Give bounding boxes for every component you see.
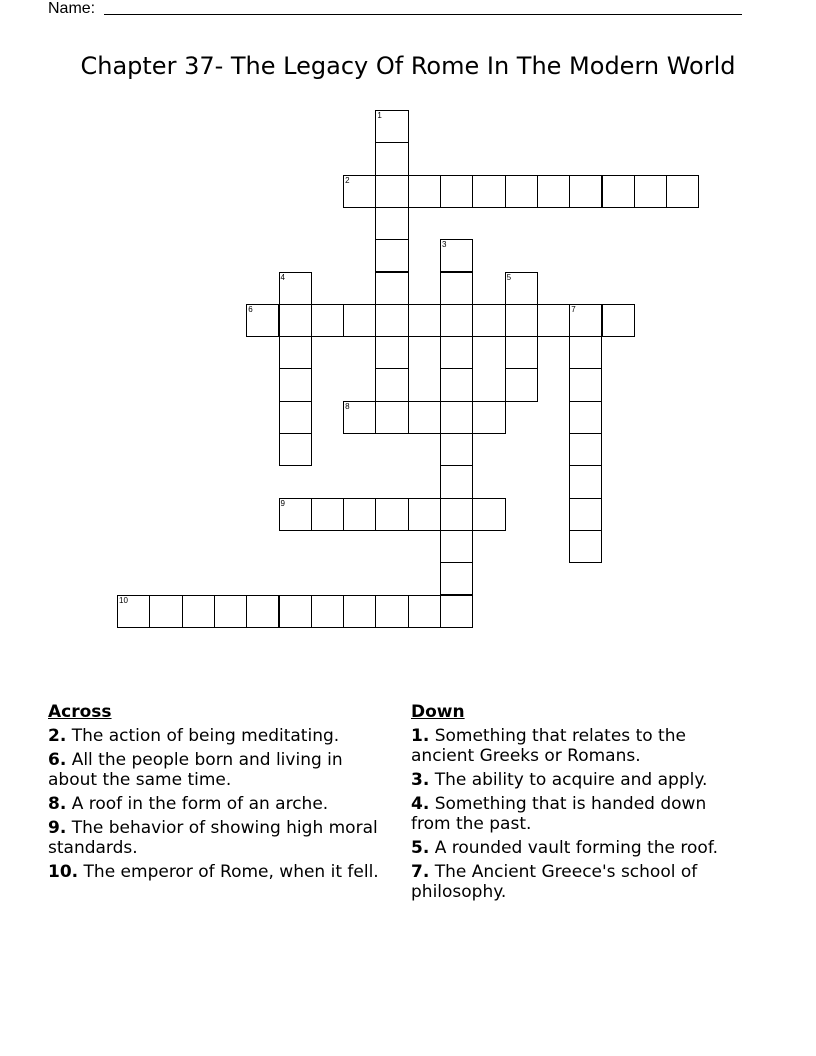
name-label: Name:: [48, 0, 96, 17]
grid-cell[interactable]: [375, 239, 408, 272]
clue-number: 10.: [48, 862, 79, 882]
grid-cell[interactable]: [569, 465, 602, 498]
grid-cell[interactable]: [279, 401, 312, 434]
clue-number: 9.: [48, 818, 67, 838]
grid-cell[interactable]: [408, 498, 441, 531]
grid-cell[interactable]: [279, 272, 312, 305]
grid-cell[interactable]: [569, 401, 602, 434]
grid-cell[interactable]: [343, 595, 376, 628]
grid-cell[interactable]: [569, 433, 602, 466]
grid-cell[interactable]: [569, 304, 602, 337]
grid-cell[interactable]: [408, 304, 441, 337]
grid-cell[interactable]: [279, 595, 312, 628]
grid-cell[interactable]: [149, 595, 182, 628]
grid-cell[interactable]: [375, 272, 408, 305]
down-clue-5: [411, 838, 751, 858]
down-clue-7: [411, 862, 751, 902]
grid-cell[interactable]: [375, 175, 408, 208]
grid-cell[interactable]: [602, 175, 635, 208]
grid-cell[interactable]: [440, 239, 473, 272]
clue-text: The Ancient Greece's school of philosophy.: [411, 862, 698, 902]
clue-number: 3.: [411, 770, 430, 790]
grid-cell[interactable]: [569, 175, 602, 208]
grid-cell[interactable]: [408, 401, 441, 434]
grid-cell[interactable]: [537, 175, 570, 208]
down-clues: [411, 702, 751, 906]
clue-text: Something that is handed down from the past.: [411, 794, 707, 834]
grid-cell[interactable]: [375, 595, 408, 628]
clue-text: The action of being meditating.: [66, 726, 340, 746]
grid-cell[interactable]: [311, 498, 344, 531]
clue-number: 1.: [411, 726, 430, 746]
grid-cell[interactable]: [375, 142, 408, 175]
grid-cell[interactable]: [440, 175, 473, 208]
grid-cell[interactable]: [214, 595, 247, 628]
grid-cell[interactable]: [375, 336, 408, 369]
cell-number: 8: [345, 401, 350, 411]
grid-cell[interactable]: [505, 368, 538, 401]
grid-cell[interactable]: [311, 304, 344, 337]
grid-cell[interactable]: [343, 498, 376, 531]
grid-cell[interactable]: [440, 562, 473, 595]
grid-cell[interactable]: [279, 368, 312, 401]
clue-text: The ability to acquire and apply.: [429, 770, 708, 790]
clue-number: 5.: [411, 838, 430, 858]
clue-text: Something that relates to the ancient Greeks or Romans.: [411, 726, 686, 766]
clue-number: 8.: [48, 794, 67, 814]
grid-cell[interactable]: [279, 498, 312, 531]
grid-cell[interactable]: [440, 336, 473, 369]
cell-number: 5: [506, 272, 512, 282]
grid-cell[interactable]: [472, 304, 505, 337]
grid-cell[interactable]: [569, 498, 602, 531]
cell-number: 1: [377, 111, 382, 120]
grid-cell[interactable]: [182, 595, 215, 628]
grid-cell[interactable]: [472, 498, 505, 531]
grid-cell[interactable]: [375, 498, 408, 531]
grid-cell[interactable]: [440, 272, 473, 305]
grid-cell[interactable]: [440, 401, 473, 434]
clue-text: The behavior of showing high moral standards.: [48, 818, 378, 858]
grid-cell[interactable]: [279, 433, 312, 466]
grid-cell[interactable]: [279, 304, 312, 337]
cell-number: 10: [119, 595, 128, 605]
grid-cell[interactable]: [375, 368, 408, 401]
grid-cell[interactable]: [505, 304, 538, 337]
grid-cell[interactable]: [440, 368, 473, 401]
grid-cell[interactable]: [634, 175, 667, 208]
clue-number: 2.: [48, 726, 67, 746]
cell-number: 7: [571, 304, 576, 314]
across-clue-9: [48, 818, 388, 858]
cell-number: 9: [280, 498, 285, 508]
grid-cell[interactable]: [375, 401, 408, 434]
cell-number: 4: [280, 272, 285, 282]
grid-cell[interactable]: [408, 595, 441, 628]
grid-cell[interactable]: [311, 595, 344, 628]
down-clue-4: [411, 794, 751, 834]
grid-cell[interactable]: [666, 175, 699, 208]
clue-number: 4.: [411, 794, 430, 814]
grid-cell[interactable]: [117, 595, 150, 628]
across-clue-8: [48, 794, 388, 814]
down-clue-3: [411, 770, 751, 790]
page-title: Chapter 37- The Legacy Of Rome In The Modern World: [80, 52, 736, 80]
clue-text: All the people born and living in about the same time.: [48, 750, 343, 790]
cell-number: 2: [345, 175, 350, 185]
grid-cell[interactable]: [375, 207, 408, 240]
grid-cell[interactable]: [440, 433, 473, 466]
grid-cell[interactable]: [440, 304, 473, 337]
grid-cell[interactable]: [375, 304, 408, 337]
clue-text: A rounded vault forming the roof.: [429, 838, 718, 858]
clue-number: 7.: [411, 862, 430, 882]
grid-cell[interactable]: [246, 595, 279, 628]
cell-number: 6: [248, 304, 253, 314]
grid-cell[interactable]: [343, 401, 376, 434]
clue-number: 6.: [48, 750, 67, 770]
down-clue-1: [411, 726, 751, 766]
grid-cell[interactable]: [440, 595, 473, 628]
grid-cell[interactable]: [537, 304, 570, 337]
grid-cell[interactable]: [602, 304, 635, 337]
grid-cell[interactable]: [569, 530, 602, 563]
across-clue-6: [48, 750, 388, 790]
across-clue-10: [48, 862, 388, 882]
grid-cell[interactable]: [343, 175, 376, 208]
across-clue-2: [48, 726, 388, 746]
down-heading: Down: [411, 702, 465, 722]
clue-text: The emperor of Rome, when it fell.: [78, 862, 379, 882]
cell-number: 3: [442, 240, 447, 250]
grid-cell[interactable]: [472, 175, 505, 208]
grid-cell[interactable]: [440, 465, 473, 498]
grid-cell[interactable]: [343, 304, 376, 337]
grid-cell[interactable]: [505, 336, 538, 369]
grid-cell[interactable]: [440, 530, 473, 563]
grid-cell[interactable]: [279, 336, 312, 369]
grid-cell[interactable]: [505, 272, 538, 305]
grid-cell[interactable]: [569, 368, 602, 401]
grid-cell[interactable]: [505, 175, 538, 208]
grid-cell[interactable]: [375, 110, 408, 143]
grid-cell[interactable]: [246, 304, 279, 337]
clue-text: A roof in the form of an arche.: [66, 794, 329, 814]
across-heading: Across: [48, 702, 112, 722]
grid-cell[interactable]: [472, 401, 505, 434]
grid-cell[interactable]: [569, 336, 602, 369]
grid-cell[interactable]: [440, 498, 473, 531]
across-clues: [48, 702, 388, 886]
grid-cell[interactable]: [408, 175, 441, 208]
